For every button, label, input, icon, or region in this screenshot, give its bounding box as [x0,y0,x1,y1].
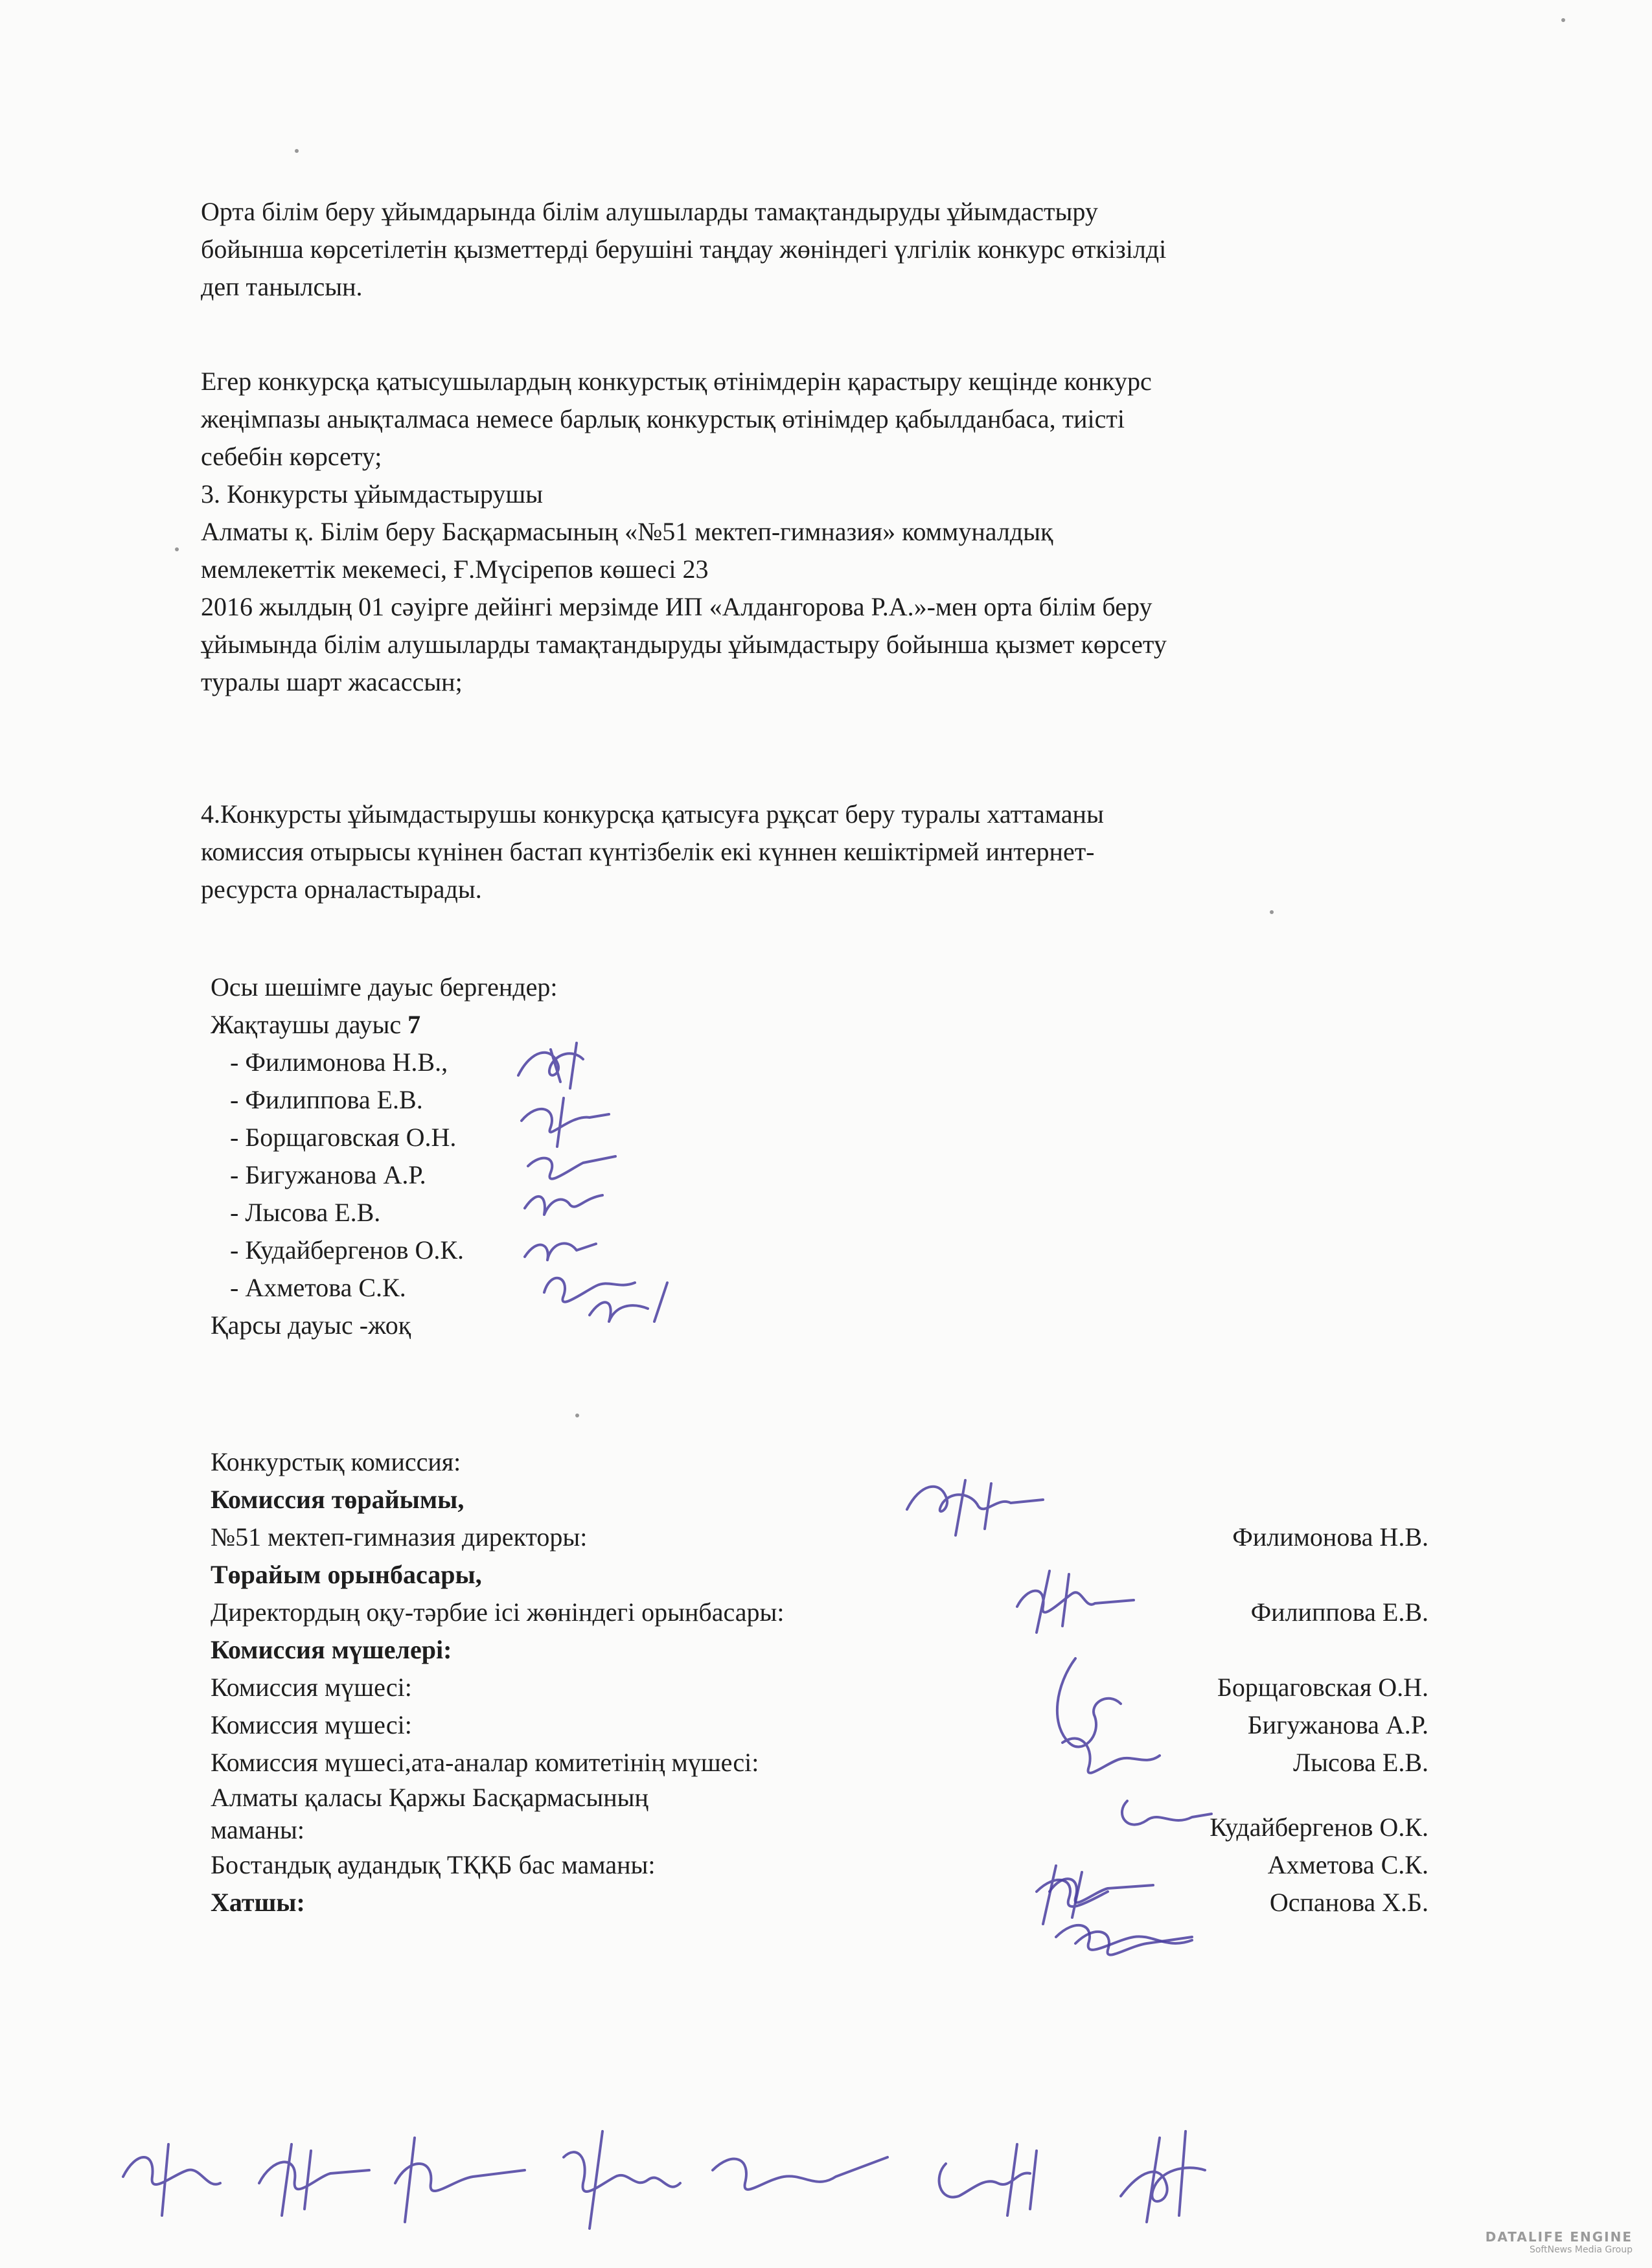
votes-for-line [211,1006,557,1044]
members-heading: Комиссия мүшелері: [211,1635,452,1664]
signature-row-footer [110,2118,1270,2235]
text-line: 2016 жылдың 01 сәуірге дейінгі мерзімде ИП «Алдангорова Р.А.»-мен орта білім беру [201,592,1153,621]
member-row [211,1846,1428,1884]
member-role: Комиссия мүшесі: [211,1673,412,1702]
chair-heading-row [211,1481,1428,1518]
voter-name: - Борщаговская О.Н. [230,1123,457,1152]
member-row [211,1781,1428,1846]
voter-name: - Филиппова Е.В. [230,1085,423,1114]
watermark-brand: DATALIFE ENGINE [1485,2229,1633,2245]
votes-for-label: Жақтаушы дауыс [211,1010,408,1039]
text-line: деп танылсын. [201,272,363,301]
deputy-role: Директордың оқу-тәрбие ісі жөніндегі орынбасары: [211,1598,785,1627]
member-name: Кудайбергенов О.К. [1210,1813,1428,1842]
deputy-row [211,1594,1428,1631]
member-name: Бигужанова А.Р. [1247,1710,1428,1739]
watermark [1486,2229,1633,2255]
text-line: Орта білім беру ұйымдарында білім алушыларды тамақтандыруды ұйымдастыру [201,197,1098,226]
voter-name: - Кудайбергенов О.К. [230,1235,465,1265]
paragraph-decision [201,193,1166,306]
voting-heading: Осы шешімге дауыс бергендер: [211,972,558,1002]
member-role: Комиссия мүшесі,ата-аналар комитетінің мүшесі: [211,1748,759,1777]
text-line: жеңімпазы анықталмаса немесе барлық конкурстық өтінімдер қабылданбаса, тиісті [201,404,1125,433]
secretary-name: Оспанова Х.Б. [1269,1888,1428,1917]
signature-chair [901,1471,1050,1542]
text-line: 4.Конкурсты ұйымдастырушы конкурсқа қатысуға рұқсат беру туралы хаттаманы [201,799,1104,829]
member-role [211,1781,648,1846]
commission-heading-row [211,1443,1428,1481]
text-line: туралы шарт жасассын; [201,667,463,696]
text-line: комиссия отырысы күнінен бастап күнтізбелік екі күннен кешіктірмей интернет- [201,837,1095,866]
voter-name: - Лысова Е.В. [230,1198,381,1227]
votes-for-count: 7 [407,1010,421,1039]
votes-against: Қарсы дауыс -жоқ [211,1311,411,1340]
deputy-heading: Төрайым орынбасары, [211,1560,482,1589]
voter-name: - Бигужанова А.Р. [230,1160,426,1189]
voter-name: - Ахметова С.К. [230,1273,406,1302]
member-name: Ахметова С.К. [1267,1850,1428,1879]
member-role: Комиссия мүшесі: [211,1710,412,1739]
signature-stack-voters [512,1037,693,1341]
commission-block [211,1443,1428,1921]
member-role-line: Алматы қаласы Қаржы Басқармасының [211,1783,648,1812]
deputy-name: Филиппова Е.В. [1250,1598,1428,1627]
member-role: Бостандық аудандық ТҚҚБ бас маманы: [211,1850,656,1879]
scan-speck [295,149,299,153]
voting-block [211,968,557,1344]
commission-heading: Конкурстық комиссия: [211,1447,461,1476]
scan-speck [175,547,179,551]
scan-speck [1561,18,1565,22]
scan-speck [575,1414,579,1417]
chair-name: Филимонова Н.В. [1232,1522,1428,1552]
chair-row [211,1518,1428,1556]
text-line: себебін көрсету; [201,442,382,471]
member-row [211,1744,1428,1781]
text-line: ұйымында білім алушыларды тамақтандыруды ұйымдастыру бойынша қызмет көрсету [201,630,1167,659]
text-line: Егер конкурсқа қатысушылардың конкурстық өтінімдерін қарастыру кещінде конкурс [201,367,1152,396]
text-line: Алматы қ. Білім беру Басқармасының «№51 мектеп-гимназия» коммуналдық [201,517,1053,546]
signature-secretary [1037,1866,1205,1976]
watermark-sub: SoftNews Media Group [1529,2245,1633,2255]
secretary-row [211,1884,1428,1921]
members-heading-row [211,1631,1428,1669]
deputy-heading-row [211,1556,1428,1594]
text-line: ресурста орналастырады. [201,875,482,904]
chair-role: №51 мектеп-гимназия директоры: [211,1522,588,1552]
text-line: мемлекеттік мекемесі, Ғ.Мүсірепов көшесі 23 [201,555,709,584]
text-line: бойынша көрсетілетін қызметтерді берушіні таңдау жөніндегі үлгілік конкурс өткізілді [201,235,1167,264]
paragraph-organizer [201,363,1167,701]
member-row [211,1706,1428,1744]
text-line: 3. Конкурсты ұйымдастырушы [201,479,544,509]
signature-deputy [1011,1561,1140,1639]
paragraph-publication [201,796,1104,908]
member-row [211,1669,1428,1706]
chair-heading: Комиссия төрайымы, [211,1485,465,1514]
member-name: Борщаговская О.Н. [1217,1673,1428,1702]
voter-name: - Филимонова Н.В., [230,1048,448,1077]
member-role-line: маманы: [211,1815,304,1844]
secretary-heading: Хатшы: [211,1888,305,1917]
scan-speck [1270,910,1274,914]
member-name: Лысова Е.В. [1293,1748,1428,1777]
